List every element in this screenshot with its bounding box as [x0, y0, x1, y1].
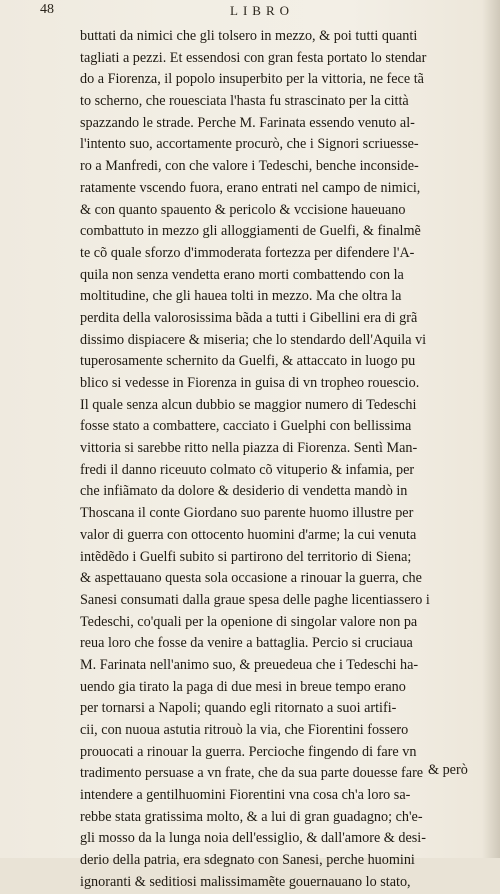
text-line: fosse stato a combattere, cacciato i Guelphi con bellissima [80, 418, 412, 435]
text-line: ratamente vscendo fuora, erano entrati nel campo de nimici, [80, 179, 421, 196]
running-head: LIBRO [230, 3, 294, 18]
text-line: Sanesi consumati dalla graue spesa delle paghe licentiassero i [80, 591, 430, 608]
text-line: derio della patria, era sdegnato con Sanesi, perche huomini [80, 852, 415, 869]
text-line: reua loro che fosse da venire a battaglia. Percio si cruciaua [80, 635, 413, 652]
text-line: te cõ quale sforzo d'immoderata fortezza per difendere l'A- [80, 244, 415, 261]
text-line: per tornarsi a Napoli; quando egli ritornato a suoi artifi- [80, 700, 397, 717]
text-line: gli mosso da la lunga noia dell'essiglio, & dall'amore & desi- [80, 830, 426, 847]
catchword: & però [428, 762, 468, 778]
text-line: fredi il danno riceuuto colmato cõ vituperio & infamia, per [80, 461, 415, 478]
text-line: blico si vedesse in Fiorenza in guisa di vn tropheo rouescio. [80, 375, 420, 391]
text-line: combattuto in mezzo gli alloggiamenti de Guelfi, & finalmẽ [80, 223, 421, 240]
text-line: to scherno, che rouesciata l'hasta fu strascinato per la città [80, 93, 409, 110]
text-line: cii, con nuoua astutia ritrouò la via, che Fiorentini fossero [80, 722, 409, 738]
text-line: l'intento suo, accortamente procurò, che i Signori scriuesse- [80, 136, 419, 153]
text-line: moltitudine, che gli hauea tolti in mezzo. Ma che oltra la [80, 288, 402, 305]
text-line: Il quale senza alcun dubbio se maggior numero di Tedeschi [80, 396, 417, 413]
page-header [40, 2, 470, 24]
text-line: perdita della valorosissima bãda a tutti i Gibellini era di grã [80, 309, 418, 326]
text-line: spazzando le strade. Perche M. Farinata essendo venuto al- [80, 114, 415, 131]
text-line: valor di guerra con ottocento huomini d'arme; la cui venuta [80, 526, 417, 543]
text-line: buttati da nimici che gli tolsero in mezzo, & poi tutti quanti [80, 28, 418, 44]
text-line: tagliati a pezzi. Et essendosi con gran festa portato lo stendar [80, 49, 427, 66]
text-line: & con quanto spauento & pericolo & vccisione haueuano [80, 201, 406, 218]
text-line: tuperosamente schernito da Guelfi, & attaccato in luogo pu [80, 353, 416, 370]
text-line: tradimento persuase a vn frate, che da sua parte douesse fare [80, 765, 424, 782]
text-line: quila non senza vendetta erano morti combattendo con la [80, 266, 404, 283]
text-line: do a Fiorenza, il popolo insuperbito per la vittoria, ne fece tã [80, 71, 424, 88]
text-line: intẽdẽdo i Guelfi subito si partirono del territorio di Siena; [80, 548, 412, 565]
text-line: & aspettauano questa sola occasione a rinouar la guerra, che [80, 570, 422, 587]
text-line: intendere a gentilhuomini Fiorentini vna cosa ch'a loro sa- [80, 787, 411, 804]
text-line: uendo gia tirato la paga di due mesi in breue tempo erano [80, 678, 406, 695]
text-line: che infiãmato da dolore & desiderio di vendetta mandò in [80, 483, 408, 500]
text-line: ignoranti & seditiosi malissimamẽte gouernauano lo stato, [80, 873, 411, 890]
text-line: dissimo dispiacere & miseria; che lo stendardo dell'Aquila vi [80, 331, 427, 348]
text-line: ro a Manfredi, con che valore i Tedeschi, benche inconside- [80, 158, 419, 175]
text-line: Thoscana il conte Giordano suo parente huomo illustre per [80, 505, 414, 522]
text-line: vittoria si sarebbe ritto nella piazza di Fiorenza. Sentì Man- [80, 440, 418, 457]
text-line: rebbe stata gratissima molto, & a lui di gran guadagno; ch'e- [80, 808, 423, 825]
text-line: Tedeschi, co'quali per la openione di singolar valore non pa [80, 613, 418, 630]
text-line: prouocati a rinouar la guerra. Percioche fingendo di fare vn [80, 743, 417, 760]
text-line: M. Farinata nell'animo suo, & preuedeua che i Tedeschi ha- [80, 656, 419, 673]
page-number: 48 [40, 2, 54, 17]
